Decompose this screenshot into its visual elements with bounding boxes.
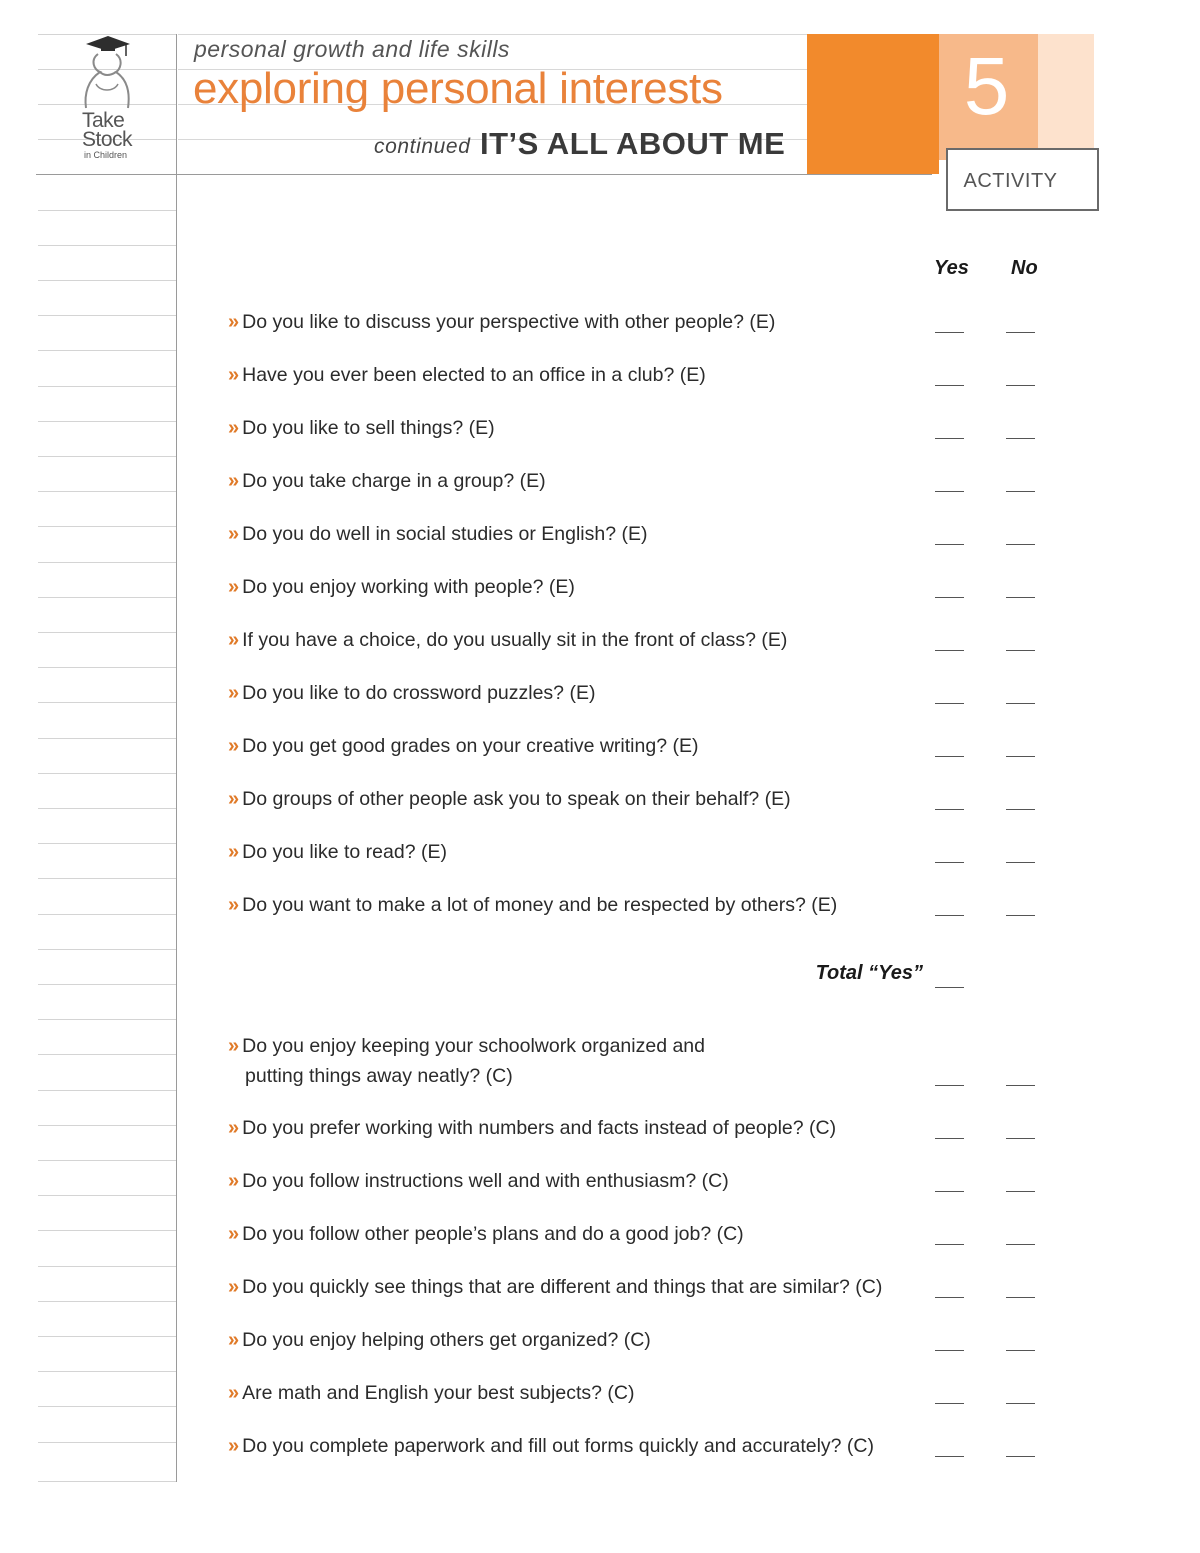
margin-line [38,1019,176,1020]
margin-line [38,1054,176,1055]
question-item [228,466,928,496]
margin-line [38,914,176,915]
double-chevron-icon: » [228,1435,240,1457]
question-item [228,1378,928,1408]
double-chevron-icon: » [228,894,240,916]
question-text: Do you want to make a lot of money and be respected by others? (E) [242,894,838,916]
double-chevron-icon: » [228,1223,240,1245]
question-text: Do you like to discuss your perspective with other people? (E) [242,311,776,333]
margin-line [38,773,176,774]
double-chevron-icon: » [228,1170,240,1192]
question-item [228,837,928,867]
double-chevron-icon: » [228,523,240,545]
question-item [228,1219,928,1249]
yes-answer-blank[interactable] [935,1456,964,1457]
double-chevron-icon: » [228,1117,240,1139]
yes-answer-blank[interactable] [935,385,964,386]
margin-line [38,1125,176,1126]
no-answer-blank[interactable] [1006,1244,1035,1245]
margin-line [38,1266,176,1267]
question-item [228,1431,928,1461]
margin-rule [176,34,177,1482]
yes-answer-blank[interactable] [935,862,964,863]
margin-line [38,878,176,879]
no-column-header: No [1011,257,1038,279]
question-item [228,1325,928,1355]
section-title: IT’S ALL ABOUT ME [480,126,786,161]
question-item [228,572,928,602]
double-chevron-icon: » [228,311,240,333]
margin-line [38,808,176,809]
yes-answer-blank[interactable] [935,332,964,333]
yes-answer-blank[interactable] [935,544,964,545]
double-chevron-icon: » [228,735,240,757]
double-chevron-icon: » [228,1035,240,1057]
activity-box [946,148,1099,211]
margin-line [38,245,176,246]
question-item [228,678,928,708]
margin-line [38,667,176,668]
no-answer-blank[interactable] [1006,544,1035,545]
question-text: Do you follow instructions well and with enthusiasm? (C) [242,1170,729,1192]
question-text: Are math and English your best subjects? (C) [242,1382,635,1404]
margin-line [38,34,176,35]
no-answer-blank[interactable] [1006,385,1035,386]
margin-line [38,421,176,422]
no-answer-blank[interactable] [1006,1085,1035,1086]
header-rule [36,174,932,175]
margin-line [38,632,176,633]
question-item [228,1031,928,1091]
question-text: Do you enjoy working with people? (E) [242,576,575,598]
question-item [228,519,928,549]
margin-line [38,491,176,492]
margin-line [38,210,176,211]
yes-column-header: Yes [934,257,969,279]
no-answer-blank[interactable] [1006,332,1035,333]
question-item [228,890,928,920]
question-text: Do you like to read? (E) [242,841,447,863]
question-text: Do you do well in social studies or English? (E) [242,523,648,545]
margin-line [38,1160,176,1161]
page-title: exploring personal interests [193,64,723,113]
double-chevron-icon: » [228,1329,240,1351]
activity-label: ACTIVITY [963,170,1058,192]
total-yes-label: Total “Yes” [815,962,923,984]
double-chevron-icon: » [228,417,240,439]
margin-line [38,949,176,950]
no-answer-blank[interactable] [1006,438,1035,439]
no-answer-blank[interactable] [1006,862,1035,863]
no-answer-blank[interactable] [1006,703,1035,704]
double-chevron-icon: » [228,364,240,386]
yes-answer-blank[interactable] [935,1350,964,1351]
double-chevron-icon: » [228,470,240,492]
no-answer-blank[interactable] [1006,597,1035,598]
yes-answer-blank[interactable] [935,1191,964,1192]
question-text: Do you follow other people’s plans and do a good job? (C) [242,1223,744,1245]
margin-line [38,350,176,351]
question-item [228,784,928,814]
margin-line [38,597,176,598]
margin-line [38,1406,176,1407]
margin-line [38,843,176,844]
margin-line [38,1336,176,1337]
question-text-line2: putting things away neatly? (C) [245,1065,513,1087]
no-answer-blank[interactable] [1006,1297,1035,1298]
question-item [228,1166,928,1196]
margin-line [38,526,176,527]
no-answer-blank[interactable] [1006,915,1035,916]
no-answer-blank[interactable] [1006,1138,1035,1139]
margin-line [38,315,176,316]
take-stock-logo [70,36,150,162]
no-answer-blank[interactable] [1006,1191,1035,1192]
header-line [178,34,808,35]
double-chevron-icon: » [228,1276,240,1298]
double-chevron-icon: » [228,629,240,651]
question-text: Do you enjoy keeping your schoolwork organized and [242,1035,705,1057]
no-answer-blank[interactable] [1006,491,1035,492]
question-text: Do you like to sell things? (E) [242,417,495,439]
total-yes-blank[interactable] [935,987,964,988]
margin-line [38,1442,176,1443]
no-answer-blank[interactable] [1006,650,1035,651]
yes-answer-blank[interactable] [935,915,964,916]
double-chevron-icon: » [228,788,240,810]
margin-line [38,562,176,563]
no-answer-blank[interactable] [1006,1456,1035,1457]
yes-answer-blank[interactable] [935,703,964,704]
margin-line [38,702,176,703]
question-text: Do you like to do crossword puzzles? (E) [242,682,596,704]
double-chevron-icon: » [228,682,240,704]
double-chevron-icon: » [228,841,240,863]
series-subtitle: personal growth and life skills [194,36,510,62]
yes-answer-blank[interactable] [935,1138,964,1139]
margin-line [38,1371,176,1372]
logo-text-stock: Stock [82,128,133,151]
yes-answer-blank[interactable] [935,650,964,651]
yes-answer-blank[interactable] [935,438,964,439]
question-text: If you have a choice, do you usually sit in the front of class? (E) [242,629,788,651]
yes-answer-blank[interactable] [935,1085,964,1086]
margin-line [38,984,176,985]
double-chevron-icon: » [228,1382,240,1404]
activity-block-orange [807,34,939,174]
question-text: Do you complete paperwork and fill out forms quickly and accurately? (C) [242,1435,874,1457]
question-item [228,731,928,761]
question-text: Do you get good grades on your creative writing? (E) [242,735,699,757]
logo-text-take: Take [82,109,125,132]
yes-answer-blank[interactable] [935,597,964,598]
double-chevron-icon: » [228,576,240,598]
margin-lines [38,34,176,1482]
margin-line [38,738,176,739]
logo-text-in-children: in Children [84,150,128,160]
yes-answer-blank[interactable] [935,756,964,757]
activity-number: 5 [963,41,1010,132]
margin-line [38,280,176,281]
no-answer-blank[interactable] [1006,1350,1035,1351]
question-text: Do you take charge in a group? (E) [242,470,546,492]
yes-answer-blank[interactable] [935,1297,964,1298]
margin-line [38,1301,176,1302]
activity-block-light [1038,34,1094,160]
graduate-figure-icon [70,36,150,110]
question-item [228,307,928,337]
margin-line [38,1090,176,1091]
margin-line [38,1481,176,1482]
question-item [228,360,928,390]
yes-answer-blank[interactable] [935,1403,964,1404]
no-answer-blank[interactable] [1006,1403,1035,1404]
question-text: Do groups of other people ask you to speak on their behalf? (E) [242,788,791,810]
no-answer-blank[interactable] [1006,809,1035,810]
question-item [228,625,928,655]
yes-answer-blank[interactable] [935,809,964,810]
question-text: Have you ever been elected to an office in a club? (E) [242,364,706,386]
question-item [228,1113,928,1143]
margin-line [38,456,176,457]
yes-answer-blank[interactable] [935,491,964,492]
question-text: Do you enjoy helping others get organized? (C) [242,1329,651,1351]
question-text: Do you prefer working with numbers and facts instead of people? (C) [242,1117,837,1139]
margin-line [38,386,176,387]
continued-label: continued [374,135,471,158]
margin-line [38,1230,176,1231]
yes-answer-blank[interactable] [935,1244,964,1245]
question-item [228,1272,928,1302]
question-item [228,413,928,443]
no-answer-blank[interactable] [1006,756,1035,757]
margin-line [38,1195,176,1196]
question-text: Do you quickly see things that are different and things that are similar? (C) [242,1276,883,1298]
